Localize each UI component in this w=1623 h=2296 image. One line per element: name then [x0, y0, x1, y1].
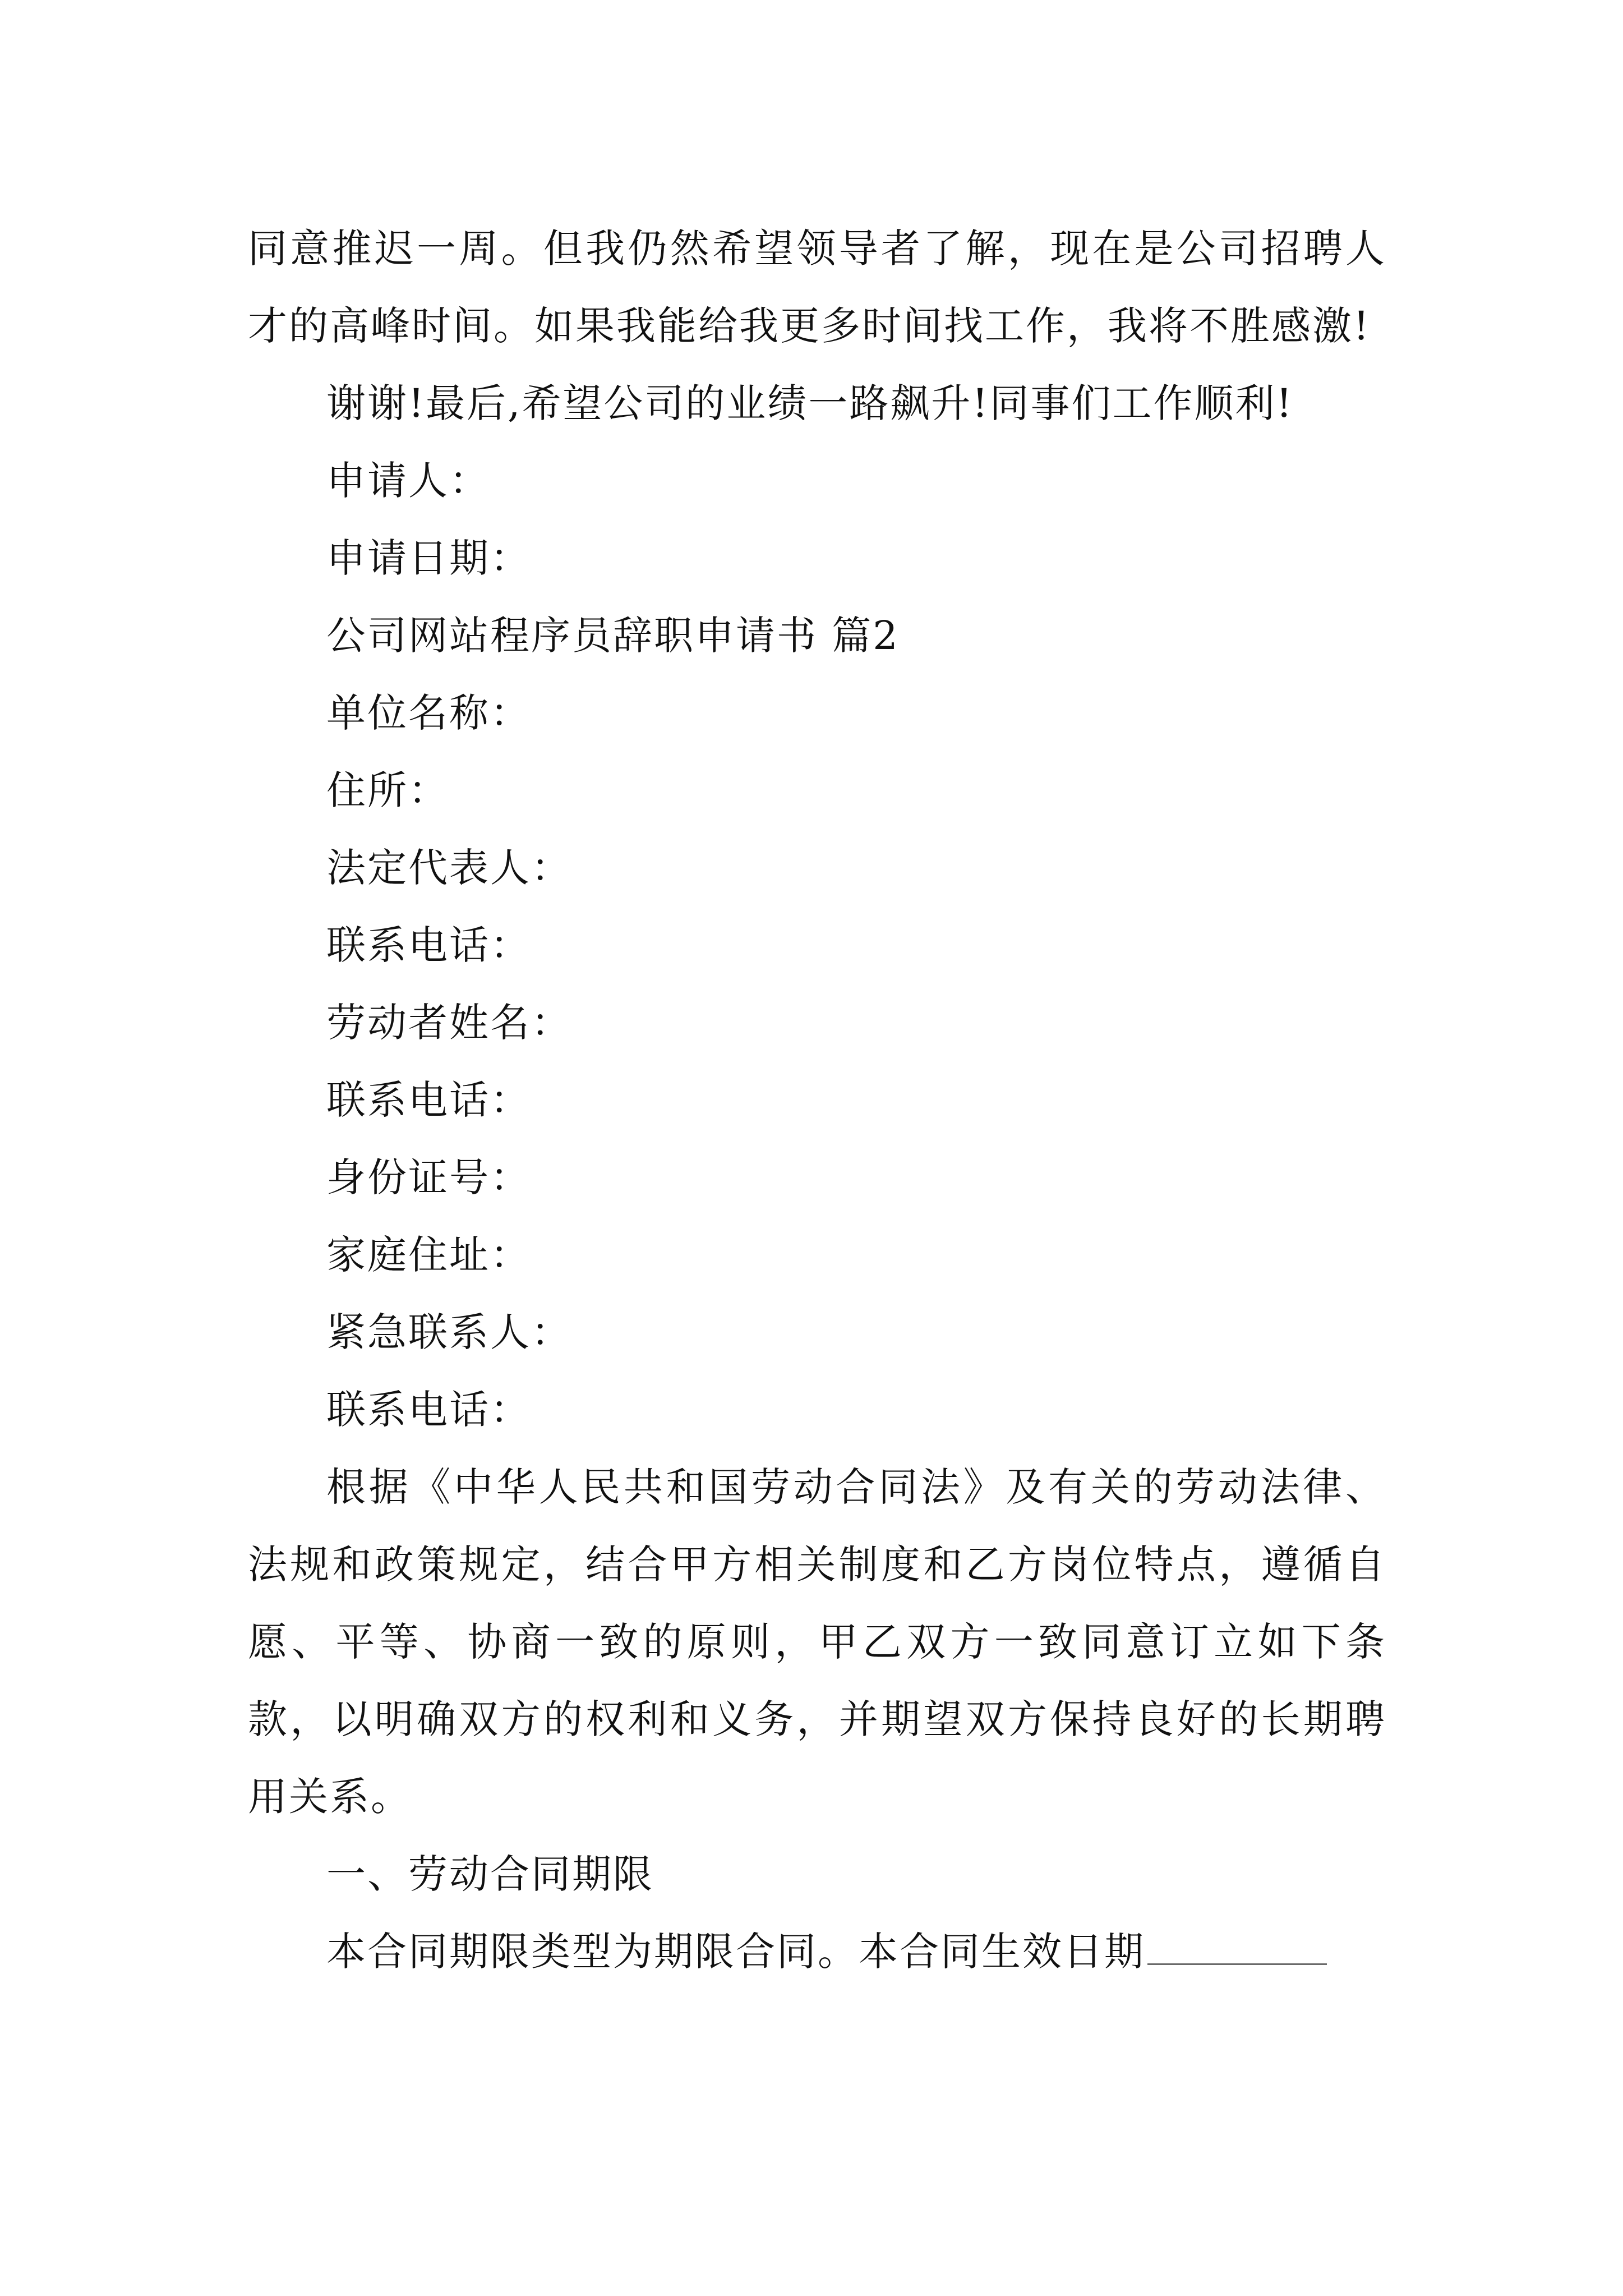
effective-date-blank [1147, 1931, 1327, 1965]
heading-contract-term: 一、劳动合同期限 [326, 1851, 654, 1897]
field-applicant: 申请人： [326, 458, 490, 504]
field-contact-phone: 联系电话： [326, 922, 531, 968]
field-worker-phone: 联系电话： [326, 1077, 531, 1123]
field-legal-representative: 法定代表人： [326, 845, 572, 891]
field-emergency-phone: 联系电话： [326, 1387, 531, 1433]
field-emergency-contact: 紧急联系人： [326, 1309, 572, 1355]
document-body [248, 210, 1386, 1990]
paragraph-thanks: 谢谢!最后,希望公司的业绩一路飙升!同事们工作顺利! [326, 380, 1294, 426]
field-id-number: 身份证号： [326, 1154, 531, 1200]
paragraph-closing-request: 同意推迟一周。但我仍然希望领导者了解，现在是公司招聘人才的高峰时间。如果我能给我更多时间找工作，我将不胜感激! [248, 226, 1386, 349]
field-worker-name: 劳动者姓名： [326, 1000, 572, 1046]
field-application-date: 申请日期： [326, 535, 531, 581]
paragraph-contract-term [248, 1913, 1386, 1990]
contract-term-text: 本合同期限类型为期限合同。本合同生效日期 [326, 1929, 1145, 1975]
section-title-part2: 公司网站程序员辞职申请书 篇2 [326, 613, 900, 659]
field-home-address: 家庭住址： [326, 1232, 531, 1278]
paragraph-legal-basis: 根据《中华人民共和国劳动合同法》及有关的劳动法律、法规和政策规定，结合甲方相关制度和乙方岗位特点，遵循自愿、平等、协商一致的原则，甲乙双方一致同意订立如下条款，以明确双方的权利和义务，并期望双方保持良好的长期聘用关系。 [248, 1464, 1386, 1820]
field-unit-name: 单位名称： [326, 690, 531, 736]
field-address: 住所： [326, 767, 449, 813]
